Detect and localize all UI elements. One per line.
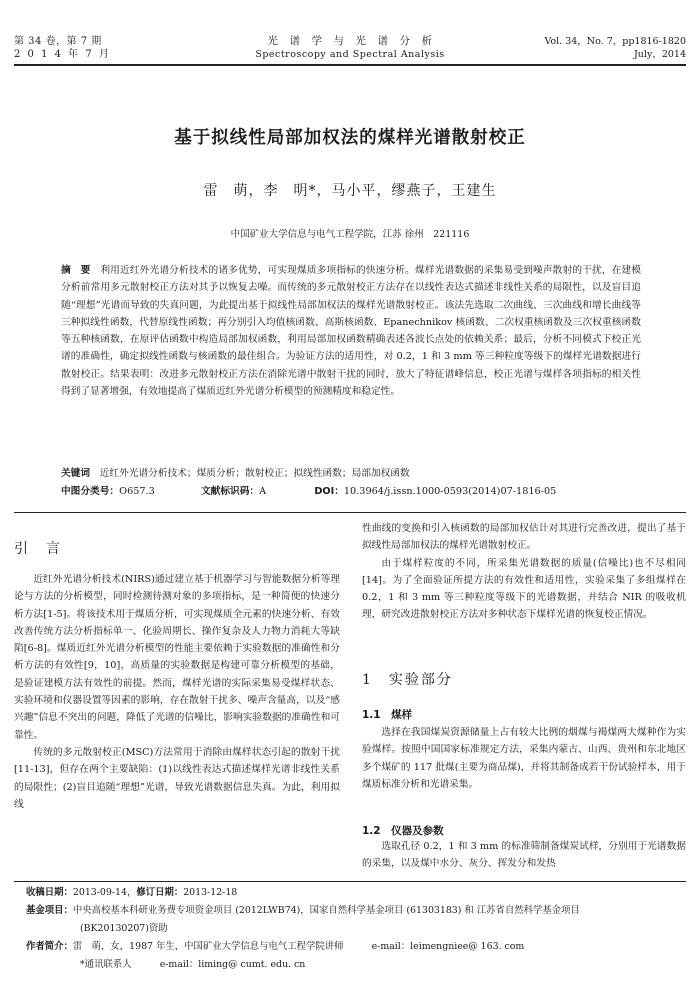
journal-volume-en: Vol. 34，No. 7，pp1816-1820	[544, 36, 686, 47]
author-label: 作者简介：	[26, 941, 73, 952]
doc-code-label: 文献标识码：	[201, 486, 260, 497]
journal-name-cn: 光 谱 学 与 光 谱 分 析	[267, 35, 433, 47]
doi-label: DOI：	[314, 486, 344, 497]
received-label: 收稿日期：	[26, 887, 73, 898]
abstract	[61, 262, 641, 400]
revised-label: 修订日期：	[136, 887, 184, 898]
subsection-1-1-heading: 1.1 煤样	[362, 709, 413, 721]
keywords-label: 关键词	[61, 468, 91, 479]
keywords-text: 近红外光谱分析技术；煤质分析；散射校正；拟线性函数；局部加权函数	[99, 468, 410, 479]
received-dates	[26, 884, 688, 902]
abstract-rule	[14, 512, 686, 513]
journal-date-en: July，2014	[633, 49, 686, 60]
fund-info	[26, 902, 688, 920]
subsection-1-1-paragraph: 选择在我国煤炭资源储量上占有较大比例的烟煤与褐煤两大煤种作为实验煤样。按照中国国家标准规定方法，采集内蒙古、山西、贵州和东北地区多个煤矿的 117 批煤(主要为商品煤)，并将其制备成若干份试验样本，用于煤质标准分析和光谱采集。	[362, 727, 686, 790]
subsection-1-1-text	[362, 724, 686, 793]
revised-value: 2013-12-18	[183, 887, 238, 898]
intro-right-column	[362, 520, 686, 624]
corresponding-author: *通讯联系人 e-mail：liming@ cumt. edu. cn	[80, 959, 306, 970]
journal-date: 2 0 1 4 年 7 月	[14, 49, 111, 60]
clc-label: 中图分类号：	[61, 486, 120, 497]
abstract-label: 摘 要	[61, 265, 91, 276]
footnotes	[26, 884, 688, 974]
intro-paragraph-3: 由于煤样粒度的不同，所采集光谱数据的质量(信噪比)也不尽相同[14]。为了全面验证所提方法的有效性和适用性，实验采集了多组煤样在 0.2，1 和 3 mm 等三种粒度等级下的光谱数据，并结合 NIR 的吸收机理，研究改进散射校正方法对多种状态下煤样光谱的恢复校正情况。	[362, 557, 686, 621]
section-1-heading: 1 实验部分	[362, 672, 453, 688]
author-info	[26, 938, 688, 956]
doc-code-value: A	[259, 486, 267, 497]
fund-label: 基金项目：	[26, 905, 73, 916]
subsection-1-2-paragraph: 选取孔径 0.2，1 和 3 mm 的标准筛制备煤炭试样，分别用于光谱数据的采集，以及煤中水分、灰分、挥发分和发热	[362, 841, 686, 870]
affiliation: 中国矿业大学信息与电气工程学院，江苏 徐州 221116	[230, 229, 470, 240]
fund-info-continued: (BK20130207)资助	[80, 923, 168, 934]
keywords	[61, 465, 641, 482]
classification	[61, 483, 641, 500]
header-rule	[14, 64, 686, 66]
abstract-text: 利用近红外光谱分析技术的诸多优势，可实现煤质多项指标的快速分析。煤样光谱数据的采集易受到噪声散射的干扰，在建模分析前常用多元散射校正方法对其予以恢复去噪。而传统的多元散射校正方法存在以线性表达式描述非线性关系的局限性，以及盲目追随“理想”光谱而导致的失真问题，为此提出基于拟线性局部加权法的煤样光谱散射校正。该法先选取二次曲线、三次曲线和增长曲线等三种拟线性函数，代替原线性函数；再分别引入均值核函数、高斯核函数、Epanechnikov 核函数、二次权重核函数及三次权重核函数等五种核函数，在原评估函数中构造局部加权函数，利用局部加权函数精确表述各波长点处的依赖关系；最后，分析不同模式下校正光谱的准确性，确定拟线性函数与核函数的最佳组合。为验证方法的适用性，对 0.2，1 和 3 mm 等三种粒度等级下的煤样光谱数据进行散射校正。结果表明：改进多元散射校正方法在消除光谱中散射干扰的同时，放大了特征谱峰信息，校正光谱与煤样各项指标的相关性得到了显著增强，有效地提高了煤质近红外光谱分析模型的预测精度和稳定性。	[61, 265, 642, 398]
subsection-1-2-text	[362, 838, 686, 873]
author-value: 雷 萌，女，1987 年生，中国矿业大学信息与电气工程学院讲师 e-mail：leimengniee@ 163. com	[72, 941, 525, 952]
intro-left-column	[14, 571, 340, 813]
journal-volume: 第 34 卷，第 7 期	[14, 36, 102, 47]
intro-paragraph-2: 传统的多元散射校正(MSC)方法常用于消除由煤样状态引起的散射干扰[11-13]，但存在两个主要缺陷：(1)以线性表达式描述煤样光谱非线性关系的局限性；(2)盲目追随“理想”光谱，导致光谱数据信息失真。为此，利用拟线	[14, 746, 340, 810]
paper-title: 基于拟线性局部加权法的煤样光谱散射校正	[174, 128, 526, 148]
intro-paragraph-1: 近红外光谱分析技术(NIRS)通过建立基于机器学习与智能数据分析等理论与方法的分析模型，同时检测待测对象的多项指标，是一种简便的快速分析方法[1-5]。将该技术用于煤质分析，可实现煤质全元素的快速分析、有效改善传统方法分析指标单一、化验周期长、操作复杂及人力物力消耗大等缺陷[6-8]。煤质近红外光谱分析模型的性能主要依赖于实验数据的准确性和分析方法的有效性[9，10]，高质量的实验数据是构建可靠分析模型的基础，是验证建模方法有效性的前提。然而，煤样光谱的实际采集易受煤样状态、实验环境和仪器设置等因素的影响，存在散射干扰多、噪声含量高，以及“感兴趣”信息不突出的问题，降低了光谱的信噪比，影响实验数据的准确性和可靠性。	[14, 574, 340, 741]
intro-heading: 引 言	[14, 541, 62, 557]
clc-value: O657.3	[119, 486, 155, 497]
fund-value: 中央高校基本科研业务费专项资金项目 (2012LWB74)，国家自然科学基金项目 (61303183) 和 江苏省自然科学基金项目	[72, 905, 580, 916]
authors: 雷 萌，李 明*，马小平，缪燕子，王建生	[203, 183, 497, 199]
intro-paragraph-2-continued: 性曲线的变换和引入核函数的局部加权估计对其进行完善改进，提出了基于拟线性局部加权法的煤样光谱散射校正。	[362, 523, 686, 552]
received-value: 2013-09-14，	[72, 887, 137, 898]
footnote-rule	[14, 881, 686, 882]
journal-name-en: Spectroscopy and Spectral Analysis	[255, 49, 445, 60]
subsection-1-2-heading: 1.2 仪器及参数	[362, 825, 444, 837]
doi-value: 10.3964/j.issn.1000-0593(2014)07-1816-05	[343, 486, 557, 497]
